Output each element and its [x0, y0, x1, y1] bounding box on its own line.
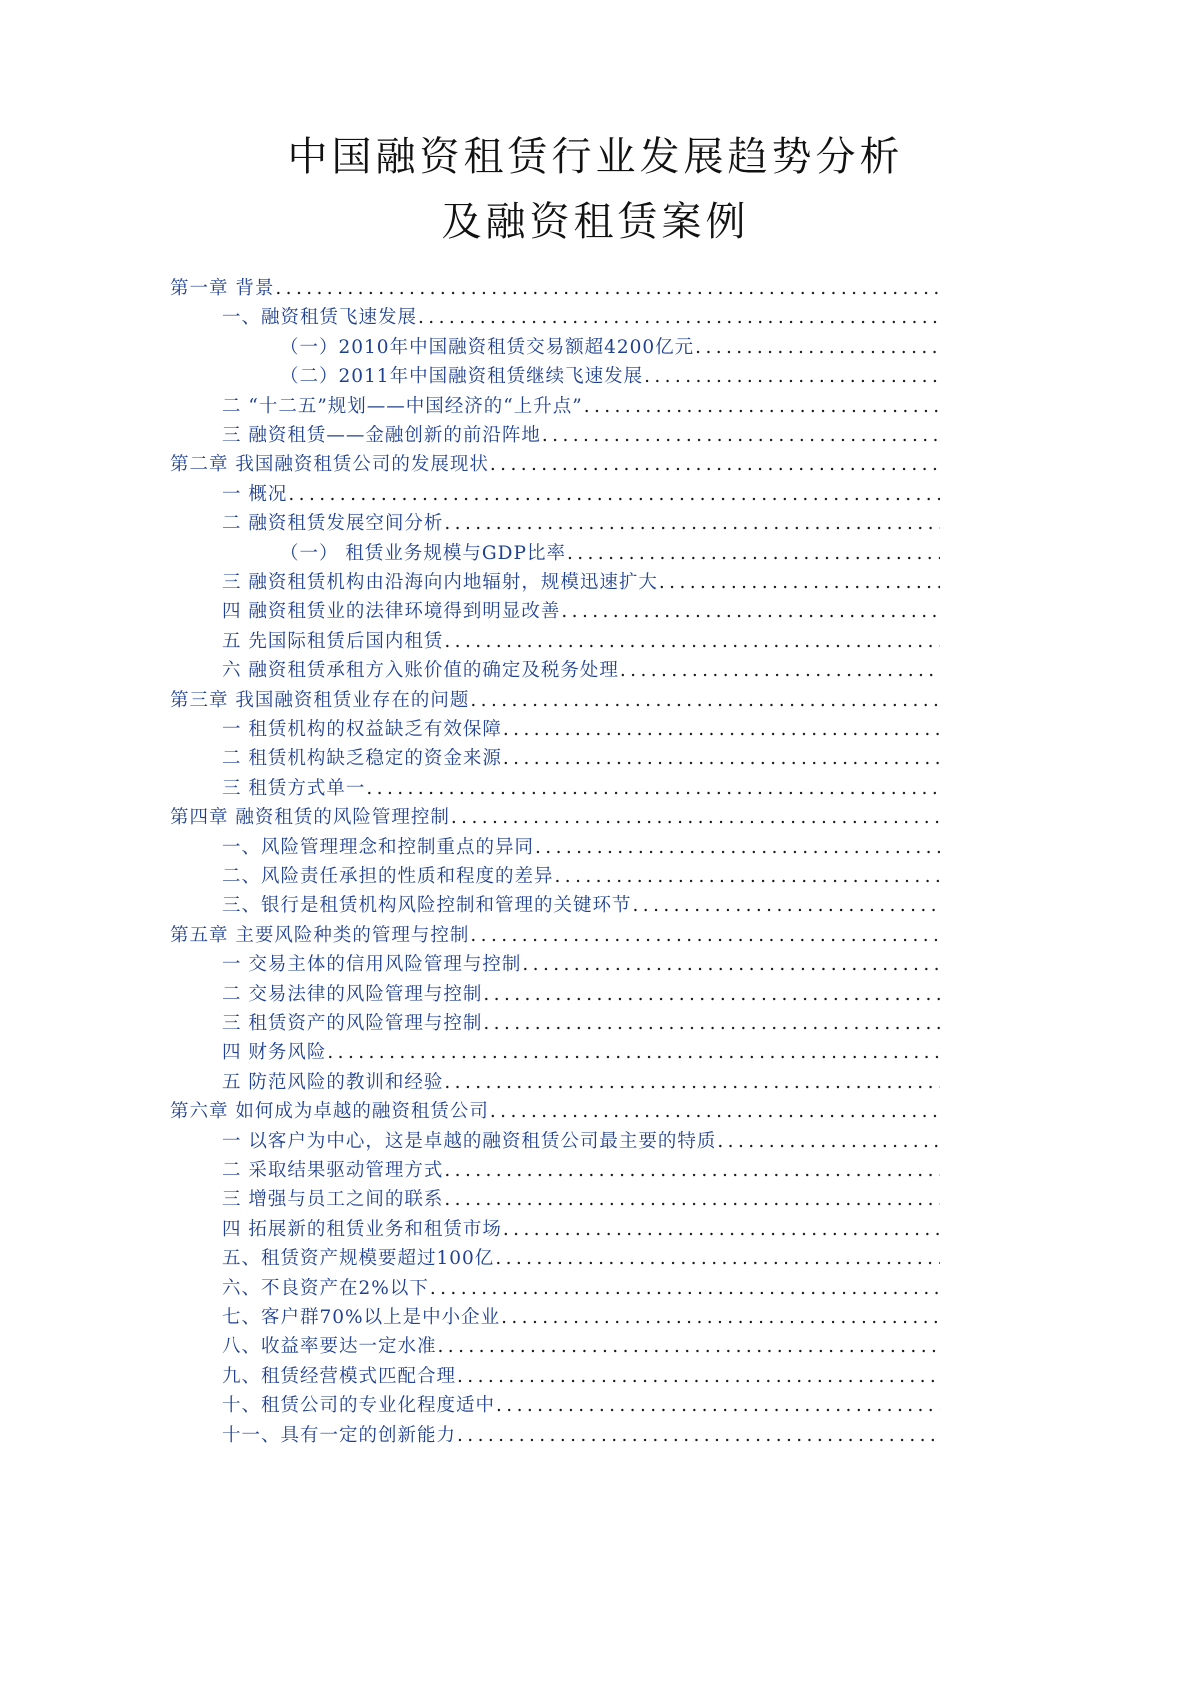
toc-entry[interactable] [222, 947, 940, 977]
toc-dot-leader [503, 718, 940, 742]
toc-entry[interactable] [222, 830, 940, 860]
toc-dot-leader [620, 659, 940, 683]
toc-entry-label: 二 租赁机构缺乏稳定的资金来源 [222, 748, 502, 770]
toc-entry-label: 六 融资租赁承租方入账价值的确定及税务处理 [222, 660, 619, 682]
toc-dot-leader [327, 1041, 940, 1065]
toc-entry[interactable] [222, 565, 940, 595]
toc-dot-leader [430, 1277, 940, 1301]
toc-entry[interactable] [170, 271, 940, 301]
toc-entry-label: 一 租赁机构的权益缺乏有效保障 [222, 719, 502, 740]
toc-entry-label: 三、银行是租赁机构风险控制和管理的关键环节 [222, 895, 632, 917]
toc-dot-leader [535, 836, 940, 860]
toc-entry-label: 五 防范风险的教训和经验 [222, 1071, 444, 1093]
toc-entry-label: 六、不良资产在2%以下 [222, 1277, 429, 1299]
toc-entry[interactable] [170, 447, 940, 477]
toc-entry[interactable] [222, 1271, 940, 1301]
toc-dot-leader [555, 865, 940, 889]
toc-entry[interactable] [170, 683, 940, 713]
toc-entry-label: 四 财务风险 [222, 1042, 327, 1064]
toc-entry-label: 一、融资租赁飞速发展 [222, 307, 418, 329]
toc-dot-leader [561, 600, 940, 624]
toc-entry-label: 二 采取结果驱动管理方式 [222, 1160, 444, 1181]
toc-entry-label: 三 融资租赁——金融创新的前沿阵地 [222, 425, 541, 446]
toc-entry[interactable] [222, 1418, 940, 1448]
toc-entry-label: 二 交易法律的风险管理与控制 [222, 983, 483, 1005]
toc-entry-label: 一 概况 [222, 483, 288, 505]
toc-dot-leader [444, 512, 940, 536]
toc-entry-label: 二 “十二五”规划——中国经济的“上升点” [222, 395, 583, 417]
toc-entry-label: （一） 租赁业务规模与GDP比率 [280, 542, 566, 564]
toc-dot-leader [444, 1188, 940, 1212]
toc-dot-leader [490, 1100, 940, 1124]
toc-entry-label: 一 交易主体的信用风险管理与控制 [222, 954, 522, 976]
toc-entry[interactable] [222, 1300, 940, 1330]
toc-entry-label: 五 先国际租赁后国内租赁 [222, 630, 444, 652]
toc-dot-leader [644, 365, 940, 389]
toc-entry-label: 三 租赁资产的风险管理与控制 [222, 1013, 483, 1034]
toc-entry[interactable] [222, 1153, 940, 1183]
toc-entry-label: 十、租赁公司的专业化程度适中 [222, 1395, 496, 1417]
toc-entry-label: （一）2010年中国融资租赁交易额超4200亿元 [280, 336, 695, 358]
toc-dot-leader [495, 1247, 940, 1271]
toc-entry[interactable] [222, 300, 940, 330]
toc-entry-label: 二、风险责任承担的性质和程度的差异 [222, 866, 554, 887]
toc-entry-label: 四 拓展新的租赁业务和租赁市场 [222, 1218, 502, 1240]
toc-dot-leader [542, 424, 940, 448]
toc-dot-leader [501, 1306, 940, 1330]
toc-dot-leader [522, 953, 940, 977]
toc-entry[interactable] [222, 1035, 940, 1065]
toc-dot-leader [490, 453, 940, 477]
document-title-line2: 及融资租赁案例 [441, 199, 750, 245]
toc-entry[interactable] [280, 536, 940, 566]
toc-entry[interactable] [170, 1094, 940, 1124]
toc-dot-leader [695, 336, 940, 360]
toc-entry[interactable] [222, 1124, 940, 1154]
toc-entry[interactable] [222, 477, 940, 507]
document-title-line1: 中国融资租赁行业发展趋势分析 [287, 134, 904, 180]
toc-entry-label: 八、收益率要达一定水准 [222, 1336, 437, 1358]
toc-entry[interactable] [222, 1065, 940, 1095]
toc-entry-label: 三 融资租赁机构由沿海向内地辐射，规模迅速扩大 [222, 572, 658, 593]
toc-dot-leader [567, 542, 940, 566]
toc-dot-leader [483, 1012, 940, 1036]
toc-entry[interactable] [222, 771, 940, 801]
toc-entry[interactable] [222, 1359, 940, 1389]
toc-entry-label: 第五章 主要风险种类的管理与控制 [170, 924, 470, 946]
toc-entry-label: 二 融资租赁发展空间分析 [222, 513, 444, 535]
toc-entry-label: 第六章 如何成为卓越的融资租赁公司 [170, 1101, 489, 1123]
toc-entry[interactable] [222, 1241, 940, 1271]
toc-entry[interactable] [222, 418, 940, 448]
toc-dot-leader [444, 630, 940, 654]
toc-dot-leader [366, 777, 940, 801]
toc-entry-label: 第三章 我国融资租赁业存在的问题 [170, 689, 470, 711]
toc-dot-leader [457, 1424, 940, 1448]
toc-dot-leader [659, 571, 940, 595]
toc-entry-label: 七、客户群70%以上是中小企业 [222, 1307, 501, 1328]
toc-dot-leader [470, 924, 940, 948]
toc-dot-leader [457, 1365, 940, 1389]
toc-entry-label: 四 融资租赁业的法律环境得到明显改善 [222, 601, 561, 623]
toc-dot-leader [496, 1394, 940, 1418]
toc-entry-label: 十一、具有一定的创新能力 [222, 1424, 457, 1446]
toc-dot-leader [275, 277, 940, 301]
toc-dot-leader [451, 806, 940, 830]
toc-entry[interactable] [222, 1212, 940, 1242]
toc-dot-leader [444, 1159, 940, 1183]
toc-entry-label: 三 租赁方式单一 [222, 777, 366, 799]
toc-entry-label: （二）2011年中国融资租赁继续飞速发展 [280, 366, 644, 388]
toc-dot-leader [503, 1218, 940, 1242]
toc-entry-label: 第一章 背景 [170, 278, 275, 299]
toc-entry-label: 五、租赁资产规模要超过100亿 [222, 1248, 495, 1270]
toc-entry[interactable] [222, 712, 940, 742]
toc-entry-label: 一、风险管理理念和控制重点的异同 [222, 836, 535, 858]
toc-dot-leader [483, 983, 940, 1007]
toc-entry[interactable] [280, 330, 940, 360]
toc-dot-leader [503, 747, 940, 771]
toc-entry-label: 一 以客户为中心，这是卓越的融资租赁公司最主要的特质 [222, 1130, 717, 1152]
toc-entry[interactable] [222, 653, 940, 683]
toc-entry[interactable] [222, 1006, 940, 1036]
toc-dot-leader [418, 306, 940, 330]
toc-dot-leader [288, 483, 940, 507]
toc-entry[interactable] [170, 918, 940, 948]
toc-entry-label: 第二章 我国融资租赁公司的发展现状 [170, 454, 489, 476]
toc-entry[interactable] [222, 506, 940, 536]
toc-entry[interactable] [222, 1329, 940, 1359]
toc-dot-leader [633, 894, 940, 918]
toc-entry-label: 第四章 融资租赁的风险管理控制 [170, 807, 450, 829]
toc-dot-leader [470, 689, 940, 713]
toc-dot-leader [717, 1130, 940, 1154]
toc-entry[interactable] [222, 859, 940, 889]
toc-entry[interactable] [222, 389, 940, 419]
toc-entry[interactable] [170, 800, 940, 830]
toc-dot-leader [444, 1071, 940, 1095]
toc-entry[interactable] [222, 594, 940, 624]
toc-entry[interactable] [222, 888, 940, 918]
toc-entry-label: 九、租赁经营模式匹配合理 [222, 1365, 457, 1387]
toc-entry-label: 三 增强与员工之间的联系 [222, 1189, 444, 1211]
toc-entry[interactable] [222, 624, 940, 654]
toc-entry[interactable] [222, 741, 940, 771]
toc-dot-leader [438, 1335, 940, 1359]
toc-entry[interactable] [222, 1388, 940, 1418]
toc-entry[interactable] [222, 1182, 940, 1212]
toc-entry[interactable] [222, 977, 940, 1007]
toc-entry[interactable] [280, 359, 940, 389]
toc-dot-leader [584, 395, 940, 419]
